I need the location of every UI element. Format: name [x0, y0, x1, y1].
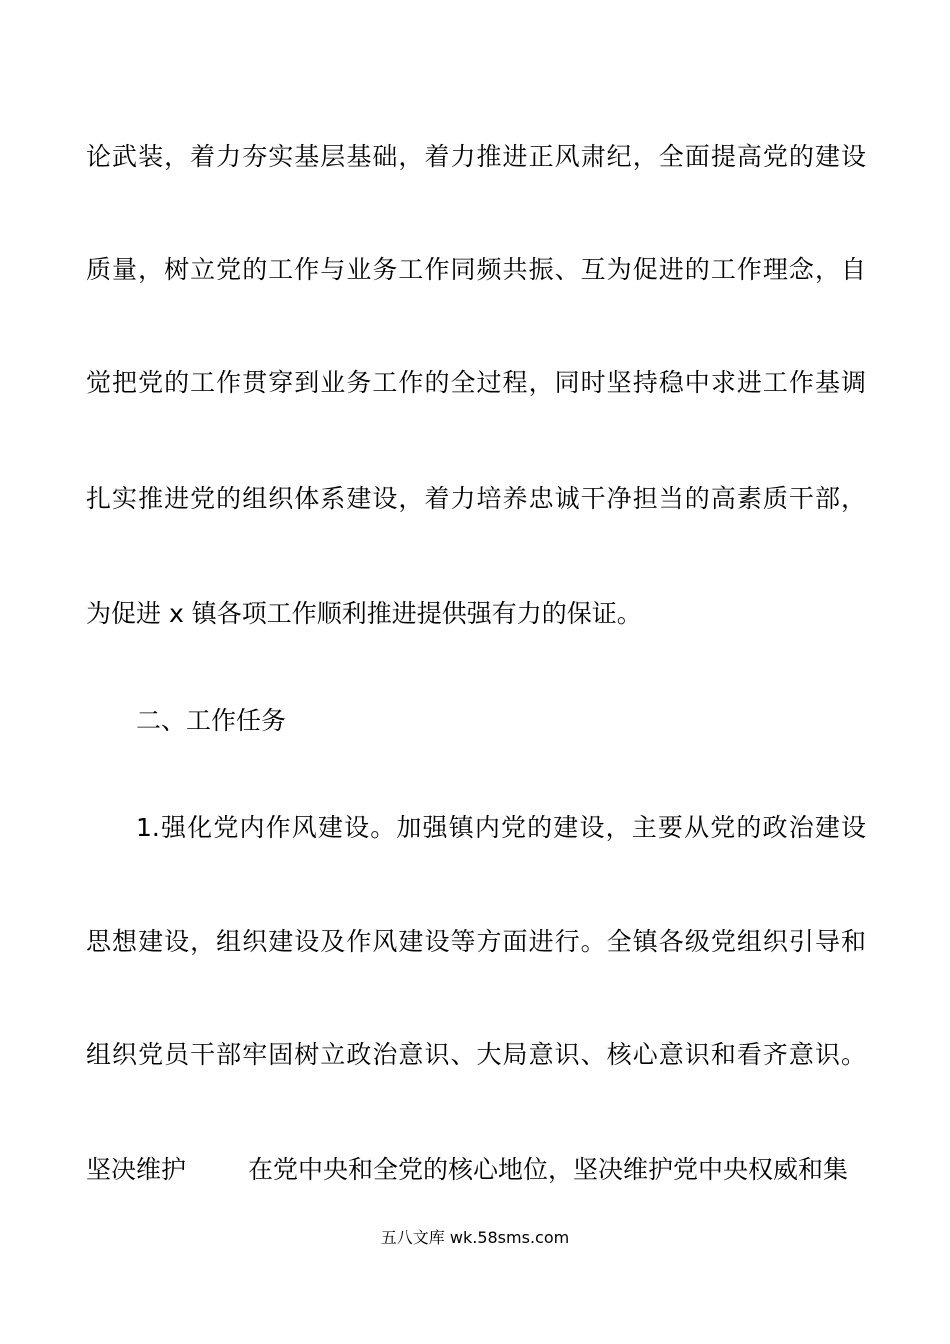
body-text-line-1: 论武装，着力夯实基层基础，着力推进正风肃纪，全面提高党的建设	[86, 142, 866, 171]
body-text-line-6: 1.强化党内作风建设。加强镇内党的建设，主要从党的政治建设	[136, 813, 866, 842]
body-text-line-4: 扎实推进党的组织体系建设，着力培养忠诚干净担当的高素质干部，	[86, 484, 866, 513]
body-text-line-2: 质量，树立党的工作与业务工作同频共振、互为促进的工作理念，自	[86, 255, 866, 284]
body-text-line-9-part-2: 在党中央和全党的核心地位，坚决维护党中央权威和集	[248, 1155, 849, 1184]
body-text-line-5: 为促进 x 镇各项工作顺利推进提供强有力的保证。	[86, 599, 642, 628]
body-text-line-9-part-1: 坚决维护	[86, 1155, 187, 1184]
body-text-line-3: 觉把党的工作贯穿到业务工作的全过程，同时坚持稳中求进工作基调	[86, 368, 866, 397]
body-text-line-9	[86, 1153, 866, 1187]
section-heading: 二、工作任务	[136, 706, 287, 735]
body-text-line-7: 思想建设，组织建设及作风建设等方面进行。全镇各级党组织引导和	[86, 927, 866, 956]
page-footer: 五八文库 wk.58sms.com	[380, 1228, 570, 1247]
body-text-line-8: 组织党员干部牢固树立政治意识、大局意识、核心意识和看齐意识。	[86, 1040, 866, 1069]
